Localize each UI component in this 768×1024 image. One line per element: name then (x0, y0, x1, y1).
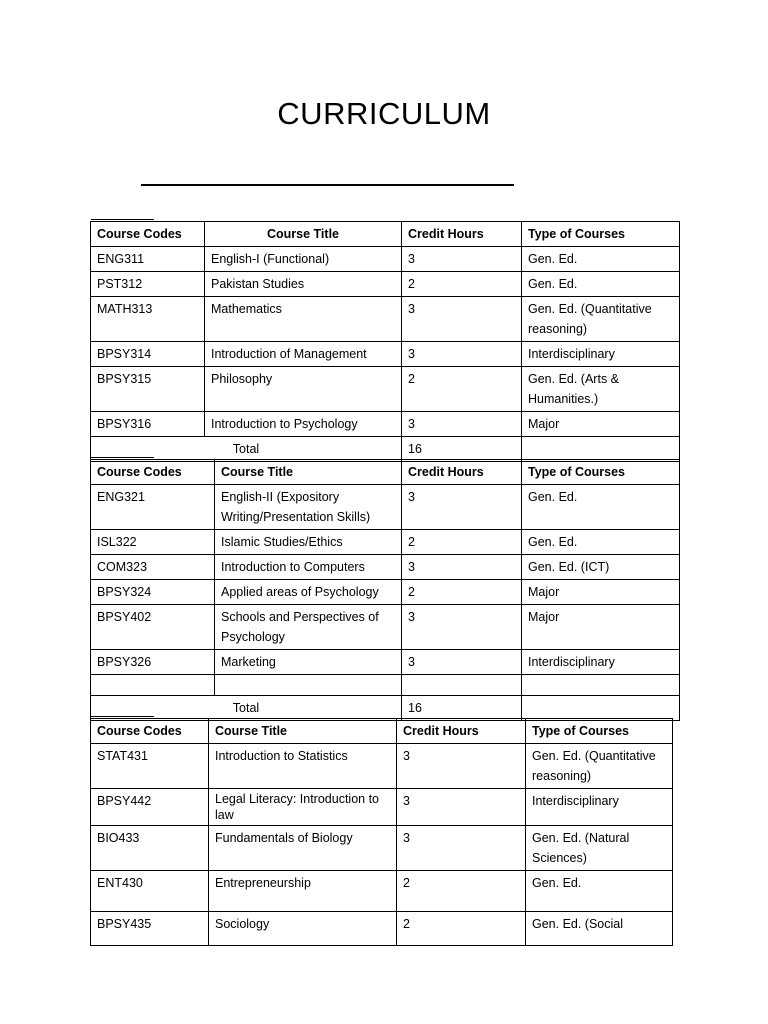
course-type: Gen. Ed. (ICT) (522, 555, 680, 580)
header-course-codes: Course Codes (91, 222, 205, 247)
course-title: Introduction to Computers (215, 555, 402, 580)
total-row (91, 437, 680, 462)
course-code: BPSY314 (91, 342, 205, 367)
credit-hours: 3 (397, 826, 526, 871)
header-credit-hours: Credit Hours (397, 719, 526, 744)
course-type: Gen. Ed. (Natural Sciences) (526, 826, 673, 871)
credit-hours: 2 (402, 530, 522, 555)
table-row (91, 530, 680, 555)
table-header-row (91, 460, 680, 485)
course-title: Islamic Studies/Ethics (215, 530, 402, 555)
table-row (91, 789, 673, 826)
title-underline (141, 184, 514, 186)
credit-hours: 3 (397, 744, 526, 789)
credit-hours: 2 (402, 272, 522, 297)
table-row (91, 367, 680, 412)
course-code (91, 675, 215, 696)
course-title: Introduction of Management (205, 342, 402, 367)
total-label: Total (91, 696, 402, 721)
course-code: PST312 (91, 272, 205, 297)
semester-table-2 (90, 459, 680, 721)
header-course-title: Course Title (209, 719, 397, 744)
course-type: Gen. Ed. (Arts & Humanities.) (522, 367, 680, 412)
course-code: STAT431 (91, 744, 209, 789)
total-hours: 16 (402, 437, 522, 462)
course-code: BPSY435 (91, 912, 209, 946)
header-course-title: Course Title (205, 222, 402, 247)
course-title: Pakistan Studies (205, 272, 402, 297)
table-row (91, 272, 680, 297)
course-code: BPSY326 (91, 650, 215, 675)
course-title: Applied areas of Psychology (215, 580, 402, 605)
table-header-row (91, 222, 680, 247)
course-type: Interdisciplinary (522, 650, 680, 675)
header-type-of-courses: Type of Courses (522, 222, 680, 247)
credit-hours: 3 (402, 650, 522, 675)
credit-hours: 3 (397, 789, 526, 826)
course-title: Philosophy (205, 367, 402, 412)
course-type: Gen. Ed. (522, 485, 680, 530)
course-title: Fundamentals of Biology (209, 826, 397, 871)
credit-hours: 2 (397, 912, 526, 946)
course-title: Introduction to Statistics (209, 744, 397, 789)
course-type: Major (522, 605, 680, 650)
course-type: Gen. Ed. (522, 272, 680, 297)
credit-hours: 3 (402, 247, 522, 272)
total-empty-cell (522, 437, 680, 462)
course-title: Marketing (215, 650, 402, 675)
course-title: Entrepreneurship (209, 871, 397, 912)
header-type-of-courses: Type of Courses (522, 460, 680, 485)
course-type: Major (522, 580, 680, 605)
table-row (91, 555, 680, 580)
table-row (91, 871, 673, 912)
course-type (522, 675, 680, 696)
table-corner-mark (91, 457, 154, 458)
header-course-codes: Course Codes (91, 460, 215, 485)
credit-hours: 3 (402, 412, 522, 437)
course-title: English-II (Expository Writing/Presentation Skills) (215, 485, 402, 530)
course-title: English-I (Functional) (205, 247, 402, 272)
table-row (91, 744, 673, 789)
credit-hours: 2 (402, 580, 522, 605)
table-row (91, 247, 680, 272)
course-type: Gen. Ed. (Social (526, 912, 673, 946)
credit-hours: 2 (402, 367, 522, 412)
course-code: ENG321 (91, 485, 215, 530)
document-title: CURRICULUM (277, 96, 491, 131)
course-code: BPSY324 (91, 580, 215, 605)
credit-hours: 3 (402, 485, 522, 530)
course-type: Interdisciplinary (522, 342, 680, 367)
course-code: BPSY316 (91, 412, 205, 437)
course-code: BIO433 (91, 826, 209, 871)
course-code: ENT430 (91, 871, 209, 912)
course-title: Mathematics (205, 297, 402, 342)
table-row (91, 412, 680, 437)
table-row (91, 605, 680, 650)
course-type: Major (522, 412, 680, 437)
course-title (215, 675, 402, 696)
credit-hours: 3 (402, 605, 522, 650)
credit-hours (402, 675, 522, 696)
header-credit-hours: Credit Hours (402, 222, 522, 247)
total-label: Total (91, 437, 402, 462)
header-course-title: Course Title (215, 460, 402, 485)
total-row (91, 696, 680, 721)
total-hours: 16 (402, 696, 522, 721)
credit-hours: 3 (402, 555, 522, 580)
course-type: Gen. Ed. (526, 871, 673, 912)
course-type: Interdisciplinary (526, 789, 673, 826)
table-row (91, 826, 673, 871)
credit-hours: 2 (397, 871, 526, 912)
course-code: BPSY442 (91, 789, 209, 826)
table-row (91, 297, 680, 342)
table-corner-mark (91, 716, 154, 717)
table-row (91, 912, 673, 946)
header-type-of-courses: Type of Courses (526, 719, 673, 744)
credit-hours: 3 (402, 342, 522, 367)
course-type: Gen. Ed. (Quantitative reasoning) (522, 297, 680, 342)
course-title: Introduction to Psychology (205, 412, 402, 437)
course-type: Gen. Ed. (Quantitative reasoning) (526, 744, 673, 789)
credit-hours: 3 (402, 297, 522, 342)
table-row (91, 485, 680, 530)
course-code: MATH313 (91, 297, 205, 342)
course-title: Schools and Perspectives of Psychology (215, 605, 402, 650)
table-header-row (91, 719, 673, 744)
semester-table-3 (90, 718, 673, 946)
header-credit-hours: Credit Hours (402, 460, 522, 485)
table-row (91, 342, 680, 367)
semester-table-1 (90, 221, 680, 462)
course-type: Gen. Ed. (522, 247, 680, 272)
table-row (91, 650, 680, 675)
table-row (91, 580, 680, 605)
empty-row (91, 675, 680, 696)
table-corner-mark (91, 219, 154, 220)
course-code: BPSY402 (91, 605, 215, 650)
course-code: COM323 (91, 555, 215, 580)
course-type: Gen. Ed. (522, 530, 680, 555)
course-title: Sociology (209, 912, 397, 946)
course-code: ENG311 (91, 247, 205, 272)
total-empty-cell (522, 696, 680, 721)
course-code: BPSY315 (91, 367, 205, 412)
header-course-codes: Course Codes (91, 719, 209, 744)
course-code: ISL322 (91, 530, 215, 555)
course-title: Legal Literacy: Introduction to law (209, 789, 397, 826)
